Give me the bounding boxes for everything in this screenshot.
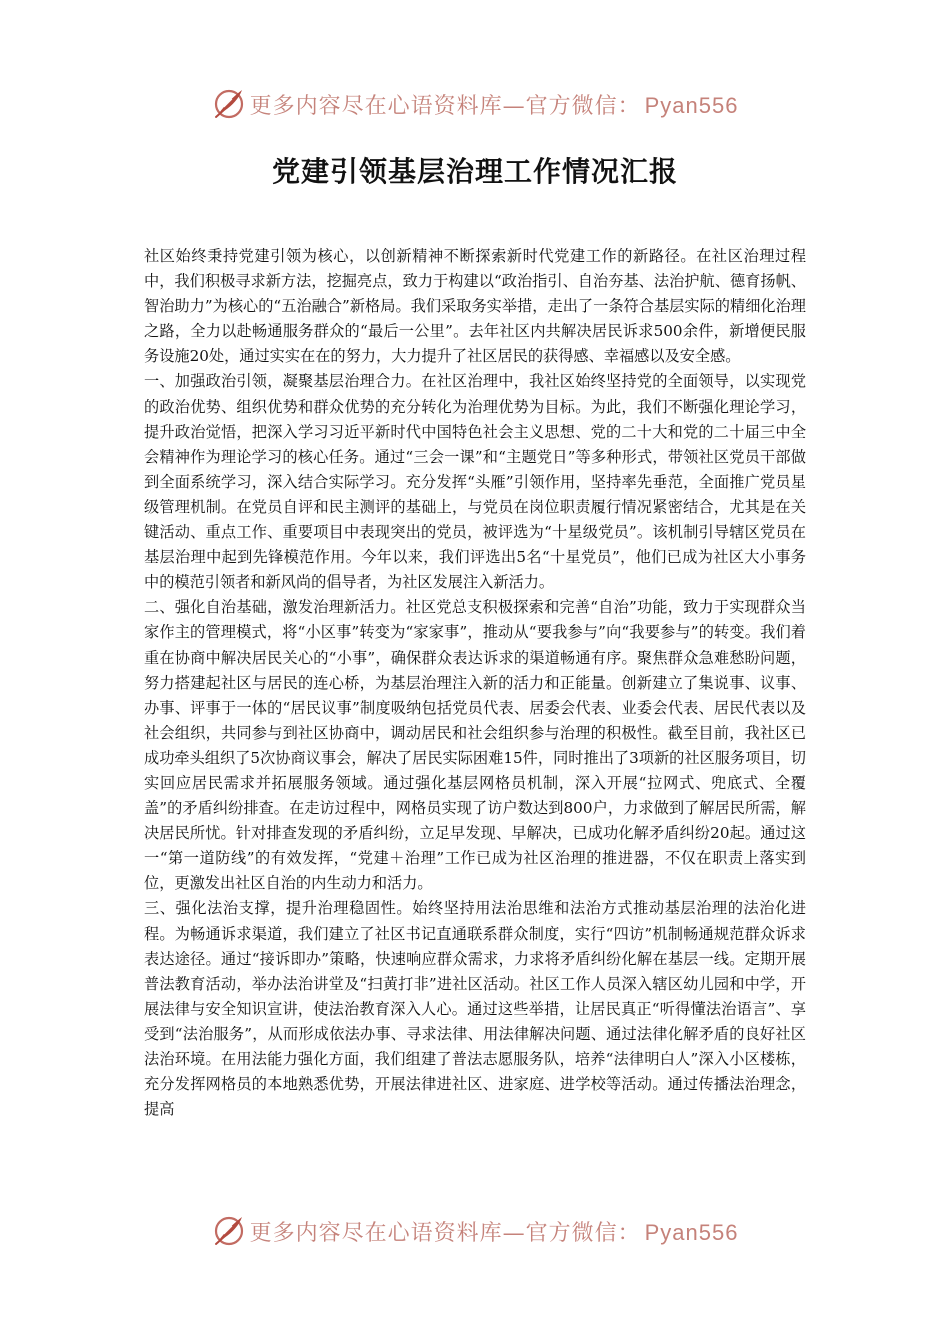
header-watermark xyxy=(0,82,950,126)
paragraph-intro: 社区始终秉持党建引领为核心，以创新精神不断探索新时代党建工作的新路径。在社区治理过程中，我们积极寻求新方法，挖掘亮点，致力于构建以“政治指引、自治夯基、法治护航、德育扬帆、智治助力”为核心的“五治融合”新格局。我们采取务实举措，走出了一条符合基层实际的精细化治理之路，全力以赴畅通服务群众的“最后一公里”。去年社区内共解决居民诉求500余件，新增便民服务设施20处，通过实实在在的努力，大力提升了社区居民的获得感、幸福感以及安全感。 xyxy=(144,247,806,366)
paragraph-section-2: 二、强化自治基础，激发治理新活力。社区党总支积极探索和完善“自治”功能，致力于实现群众当家作主的管理模式，将“小区事”转变为“家家事”，推动从“要我参与”向“我要参与”的转变。我们着重在协商中解决居民关心的“小事”，确保群众表达诉求的渠道畅通有序。聚焦群众急难愁盼问题，努力搭建起社区与居民的连心桥，为基层治理注入新的活力和正能量。创新建立了集说事、议事、办事、评事于一体的“居民议事”制度吸纳包括党员代表、居委会代表、业委会代表、居民代表以及社会组织，共同参与到社区协商中，调动居民和社会组织参与治理的积极性。截至目前，我社区已成功牵头组织了5次协商议事会，解决了居民实际困难15件，同时推出了3项新的社区服务项目，切实回应居民需求并拓展服务领域。通过强化基层网格员机制，深入开展“拉网式、兜底式、全覆盖”的矛盾纠纷排查。在走访过程中，网格员实现了访户数达到800户，力求做到了解居民所需，解决居民所忧。针对排查发现的矛盾纠纷，立足早发现、早解决，已成功化解矛盾纠纷20起。通过这一“第一道防线”的有效发挥，“党建＋治理”工作已成为社区治理的推进器，不仅在职责上落实到位，更激发出社区自治的内生动力和活力。 xyxy=(144,598,806,893)
watermark-label: 更多内容尽在心语资料库—官方微信： xyxy=(249,1220,641,1246)
paragraph-section-1: 一、加强政治引领，凝聚基层治理合力。在社区治理中，我社区始终坚持党的全面领导，以实现党的政治优势、组织优势和群众优势的充分转化为治理优势为目标。为此，我们不断强化理论学习，提升政治觉悟，把深入学习习近平新时代中国特色社会主义思想、党的二十大和党的二十届三中全会精神作为理论学习的核心任务。通过“三会一课”和“主题党日”等多种形式，带领社区党员干部做到全面系统学习，深入结合实际学习。充分发挥“头雁”引领作用，坚持率先垂范，全面推广党员星级管理机制。在党员自评和民主测评的基础上，与党员在岗位职责履行情况紧密结合，尤其是在关键活动、重点工作、重要项目中表现突出的党员，被评选为“十星级党员”。该机制引导辖区党员在基层治理中起到先锋模范作用。今年以来，我们评选出5名“十星党员”，他们已成为社区大小事务中的模范引领者和新风尚的倡导者，为社区发展注入新活力。 xyxy=(144,372,806,592)
document-title: 党建引领基层治理工作情况汇报 xyxy=(271,155,678,188)
watermark-wechat-id: Pyan556 xyxy=(644,92,739,118)
quill-pen-icon xyxy=(212,1214,246,1248)
watermark-label: 更多内容尽在心语资料库—官方微信： xyxy=(249,93,641,119)
watermark-wechat-id: Pyan556 xyxy=(644,1219,739,1245)
footer-watermark xyxy=(0,1209,950,1253)
paragraph-section-3: 三、强化法治支撑，提升治理稳固性。始终坚持用法治思维和法治方式推动基层治理的法治化进程。为畅通诉求渠道，我们建立了社区书记直通联系群众制度，实行“四访”机制畅通规范群众诉求表达途径。通过“接诉即办”策略，快速响应群众需求，力求将矛盾纠纷化解在基层一线。定期开展普法教育活动，举办法治讲堂及“扫黄打非”进社区活动。社区工作人员深入辖区幼儿园和中学，开展法律与安全知识宣讲，使法治教育深入人心。通过这些举措，让居民真正“听得懂法治语言”、享受到“法治服务”，从而形成依法办事、寻求法律、用法律解决问题、通过法律化解矛盾的良好社区法治环境。在用法能力强化方面，我们组建了普法志愿服务队，培养“法律明白人”深入小区楼栋，充分发挥网格员的本地熟悉优势，开展法律进社区、进家庭、进学校等活动。通过传播法治理念，提高 xyxy=(144,899,806,1119)
watermark-text xyxy=(250,89,739,120)
document-body xyxy=(144,244,806,1122)
watermark-text xyxy=(250,1216,739,1247)
quill-pen-icon xyxy=(212,87,246,121)
